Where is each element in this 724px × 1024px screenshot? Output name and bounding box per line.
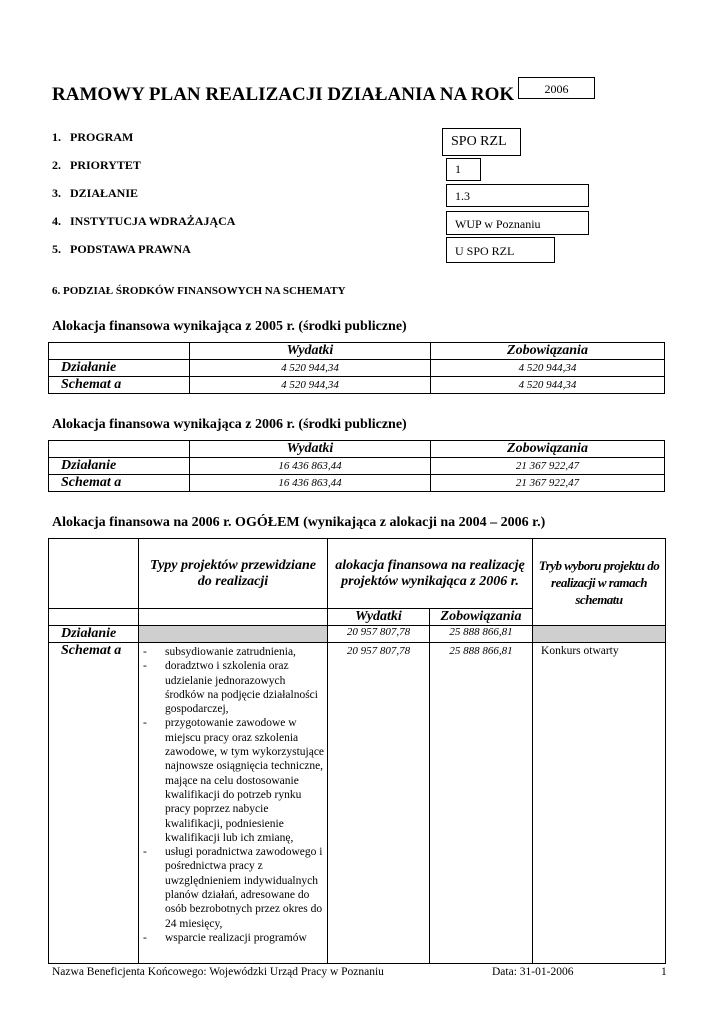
list-item: - subsydiowanie zatrudnienia,	[139, 645, 327, 659]
item-podstawa-label: 5. PODSTAWA PRAWNA	[52, 242, 191, 256]
col-zobowiazania: Zobowiązania	[430, 609, 533, 626]
year-box: 2006	[518, 77, 595, 99]
col-project-types: Typy projektów przewidziane do realizacji	[139, 539, 328, 609]
table-row: Działanie 20 957 807,78 25 888 866,81	[49, 626, 666, 643]
col-wydatki: Wydatki	[190, 441, 431, 458]
list-item: - usługi poradnictwa zawodowego i pośrednictwa pracy z uwzględnieniem indywidualnych planów działań, adresowane do osób bezrobotnych przez okres do 24 miesięcy,	[139, 845, 327, 931]
program-value: SPO RZL	[442, 128, 521, 156]
alloc-2006-heading: Alokacja finansowa wynikająca z 2006 r. (środki publiczne)	[52, 417, 407, 432]
alloc-2006-table	[48, 440, 665, 492]
col-wydatki: Wydatki	[328, 609, 430, 626]
selection-mode-value: Konkurs otwarty	[533, 643, 666, 964]
alloc-2005-heading: Alokacja finansowa wynikająca z 2005 r. (środki publiczne)	[52, 319, 407, 334]
list-item: - doradztwo i szkolenia oraz udzielanie jednorazowych środków na podjęcie działalności gospodarczej,	[139, 659, 327, 716]
page-number: 1	[661, 966, 667, 978]
section-6-heading: 6. PODZIAŁ ŚRODKÓW FINANSOWYCH NA SCHEMATY	[52, 285, 346, 297]
table-row: Schemat a 16 436 863,44 21 367 922,47	[49, 475, 665, 492]
alloc-total-table	[48, 538, 666, 964]
dzialanie-value: 1.3	[446, 184, 589, 207]
list-item: - wsparcie realizacji programów	[139, 931, 327, 945]
alloc-total-heading: Alokacja finansowa na 2006 r. OGÓŁEM (wynikająca z alokacji na 2004 – 2006 r.)	[52, 515, 546, 530]
footer-date: Data: 31-01-2006	[492, 966, 574, 978]
table-row: Schemat a 4 520 944,34 4 520 944,34	[49, 377, 665, 394]
item-priorytet-label: 2. PRIORYTET	[52, 158, 141, 172]
footer-beneficiary: Nazwa Beneficjenta Końcowego: Wojewódzki Urząd Pracy w Poznaniu	[52, 966, 384, 978]
col-alloc: alokacja finansowa na realizację projektów wynikająca z 2006 r.	[328, 539, 533, 609]
alloc-2005-table	[48, 342, 665, 394]
table-row: Schemat a - subsydiowanie zatrudnienia, - doradztwo i szkolenia oraz udzielanie jednorazowych środków na podjęcie działalności gospodarczej, - przygotowanie zawodowe w miejscu pracy oraz szkolenia zawodowe, w tym wykorzystujące najnowsze osiągnięcia techniczne, mające na celu dostosowanie kwalifikacji do potrzeb rynku pracy poprzez nabycie kwalifikacji, podniesienie kwalifikacji lub ich zmianę, - usługi poradnictwa zawodowego i pośrednictwa pracy z uwzględnieniem indywidualnych planów działań, adresowane do osób bezrobotnych przez okres do 24 miesięcy, - wsparcie realizacji programów 20 957 807,78 25 888 866,81 Konkurs otwarty	[49, 643, 666, 964]
instytucja-value: WUP w Poznaniu	[446, 211, 589, 235]
list-item: - przygotowanie zawodowe w miejscu pracy oraz szkolenia zawodowe, w tym wykorzystujące najnowsze osiągnięcia techniczne, mające na celu dostosowanie kwalifikacji do potrzeb rynku pracy poprzez nabycie kwalifikacji, podniesienie kwalifikacji lub ich zmianę,	[139, 716, 327, 845]
col-wydatki: Wydatki	[190, 343, 431, 360]
col-selection-mode: Tryb wyboru projektu do realizacji w ramach schematu	[533, 539, 666, 626]
project-types-cell	[139, 643, 328, 964]
item-dzialanie-label: 3. DZIAŁANIE	[52, 186, 139, 200]
col-zobowiazania: Zobowiązania	[431, 343, 665, 360]
item-instytucja-label: 4. INSTYTUCJA WDRAŻAJĄCA	[52, 214, 236, 228]
document-title: RAMOWY PLAN REALIZACJI DZIAŁANIA NA ROK	[52, 84, 515, 105]
item-program-label: 1. PROGRAM	[52, 130, 134, 144]
podstawa-value: U SPO RZL	[446, 237, 555, 263]
table-row: Działanie 4 520 944,34 4 520 944,34	[49, 360, 665, 377]
col-zobowiazania: Zobowiązania	[431, 441, 665, 458]
priorytet-value: 1	[446, 158, 481, 181]
table-row: Działanie 16 436 863,44 21 367 922,47	[49, 458, 665, 475]
